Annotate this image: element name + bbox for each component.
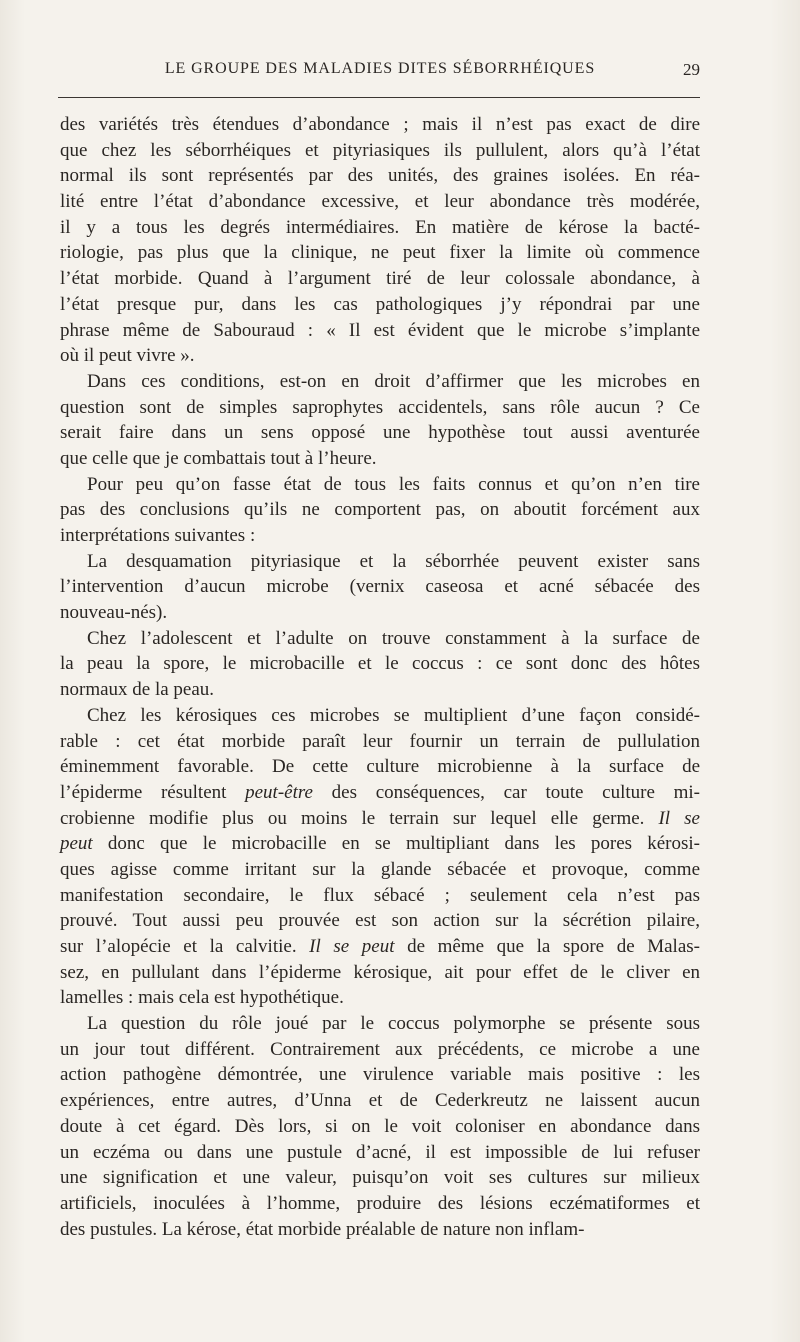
text-line [60,1011,700,1037]
text-span: La question du rôle joué par le coccus polymorphe se présente sous [87,1013,700,1035]
text-span: une signification et une valeur, puisqu’on voit ses cultures sur milieux [60,1167,700,1189]
text-span: nouveau-nés). [60,602,168,624]
text-span: des pustules. La kérose, état morbide préalable de nature non inflam- [60,1218,585,1240]
text-line [60,883,700,909]
text-span: normal ils sont représentés par des unités, des graines isolées. En réa- [60,165,700,187]
text-line [60,292,700,318]
text-span: expériences, entre autres, d’Unna et de Cederkreutz ne laissent aucun [60,1090,700,1112]
text-span: que celle que je combattais tout à l’heure. [60,447,377,469]
text-span: ques agisse comme irritant sur la glande sébacée et provoque, comme [60,858,700,880]
text-line [60,189,700,215]
text-span: lité entre l’état d’abondance excessive, et leur abondance très modérée, [60,191,700,213]
text-line [60,472,700,498]
text-line [60,369,700,395]
text-span: Chez l’adolescent et l’adulte on trouve constamment à la surface de [87,627,700,649]
page-number: 29 [683,60,700,79]
text-span: doute à cet égard. Dès lors, si on le voit coloniser en abondance dans [60,1115,700,1137]
text-line [60,1217,700,1243]
text-line [60,215,700,241]
running-title: LE GROUPE DES MALADIES DITES SÉBORRHÉIQUES [164,60,596,77]
text-span: sur l’alopécie et la calvitie. [60,936,310,957]
text-line [60,266,700,292]
page-header [60,58,700,86]
text-span: il y a tous les degrés intermédiaires. En matière de kérose la bacté- [60,216,700,238]
text-span: l’état presque pur, dans les cas pathologiques j’y répondrai par une [60,293,700,315]
text-span: sez, en pullulant dans l’épiderme kérosique, ait pour effet de le cliver en [60,961,700,983]
text-span: lamelles : mais cela est hypothétique. [60,987,344,1009]
text-span: Pour peu qu’on fasse état de tous les faits connus et qu’on n’en tire [87,473,700,495]
text-line [60,703,700,729]
text-span: phrase même de Sabouraud : « Il est évident que le microbe s’implante [60,319,700,341]
text-span: où il peut vivre ». [60,345,195,367]
text-span: artificiels, inoculées à l’homme, produire des lésions eczématiformes et [60,1192,700,1214]
text-line [60,1165,700,1191]
text-line [60,677,700,703]
text-line [60,626,700,652]
text-span: prouvé. Tout aussi peu prouvée est son action sur la sécrétion pilaire, [60,910,700,932]
text-span: un jour tout différent. Contrairement aux précédents, ce microbe a une [60,1038,700,1060]
text-line [60,1037,700,1063]
text-line [60,960,700,986]
text-span: question sont de simples saprophytes accidentels, sans rôle aucun ? Ce [60,396,700,418]
text-line [60,523,700,549]
text-line [60,985,700,1011]
text-line [60,138,700,164]
text-line [60,908,700,934]
header-rule [58,97,700,98]
text-line [60,729,700,755]
text-line [60,163,700,189]
text-span: riologie, pas plus que la clinique, ne peut fixer la limite où commence [60,242,700,264]
text-span: interprétations suivantes : [60,525,256,546]
text-span: action pathogène démontrée, une virulence variable mais positive : les [60,1064,700,1086]
text-line [60,600,700,626]
text-span: éminemment favorable. De cette culture microbienne à la surface de [60,756,700,778]
text-line [60,857,700,883]
text-line [60,1062,700,1088]
text-span: normaux de la peau. [60,679,215,701]
text-span: l’épiderme résultent [60,781,246,803]
text-span: la peau la spore, le microbacille et le coccus : ce sont donc des hôtes [60,653,700,675]
text-line [60,1088,700,1114]
text-span: pas des conclusions qu’ils ne comportent pas, on aboutit forcément aux [60,499,700,521]
text-span: l’intervention d’aucun microbe (vernix caseosa et acné sébacée des [60,576,700,598]
text-line [60,446,700,472]
text-span: rable : cet état morbide paraît leur fournir un terrain de pullulation [60,730,700,752]
italic-text: Il se peut [309,936,395,957]
text-line [60,549,700,575]
text-line [60,806,700,832]
text-line [60,754,700,780]
text-span: donc que le microbacille en se multipliant dans les pores kérosi- [92,833,700,855]
text-line [60,395,700,421]
text-span: serait faire dans un sens opposé une hypothèse tout aussi aventurée [60,422,700,444]
text-span: des conséquences, car toute culture mi- [312,781,700,803]
text-line [60,831,700,857]
text-line [60,1114,700,1140]
italic-text: peut [60,833,93,855]
text-span: manifestation secondaire, le flux sébacé ; seulement cela n’est pas [60,884,700,906]
text-line [60,1191,700,1217]
text-span: de même que la spore de Malas- [394,936,700,957]
text-span: l’état morbide. Quand à l’argument tiré de leur colossale abondance, à [60,268,700,290]
italic-text: Il se [658,807,700,829]
body-text [60,112,700,1242]
text-line [60,112,700,138]
text-line [60,1140,700,1166]
text-line [60,651,700,677]
text-line [60,318,700,344]
text-span: que chez les séborrhéiques et pityriasiques ils pullulent, alors qu’à l’état [60,139,700,161]
text-line [60,934,700,960]
text-span: crobienne modifie plus ou moins le terrain sur lequel elle germe. [60,807,659,829]
text-span: La desquamation pityriasique et la séborrhée peuvent exister sans [87,550,700,572]
text-line [60,780,700,806]
text-span: un eczéma ou dans une pustule d’acné, il est impossible de lui refuser [60,1141,700,1163]
italic-text: peut-être [245,781,313,803]
text-span: des variétés très étendues d’abondance ; mais il n’est pas exact de dire [60,114,700,135]
text-span: Dans ces conditions, est-on en droit d’affirmer que les microbes en [87,370,700,392]
text-line [60,497,700,523]
text-line [60,420,700,446]
text-line [60,574,700,600]
text-span: Chez les kérosiques ces microbes se multiplient d’une façon considé- [87,704,700,726]
text-line [60,343,700,369]
text-line [60,240,700,266]
